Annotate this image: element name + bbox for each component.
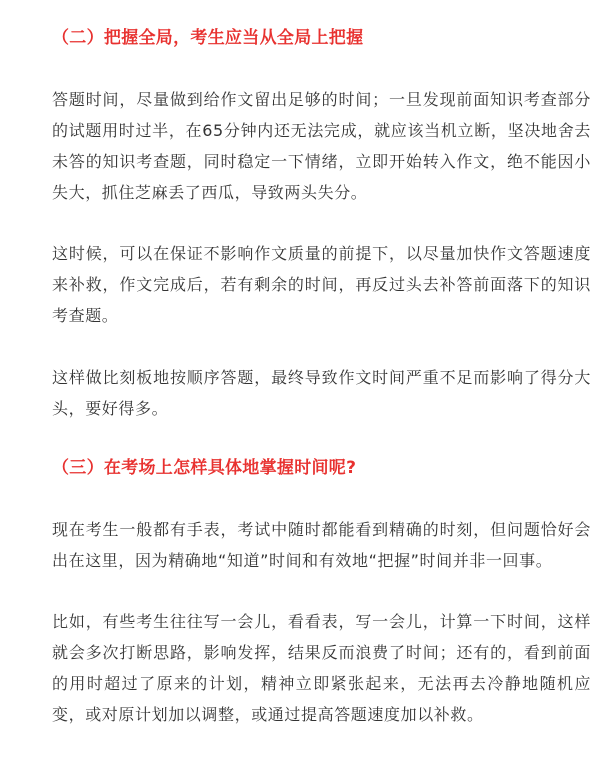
paragraph-comparison: 这样做比刻板地按顺序答题，最终导致作文时间严重不足而影响了得分大头，要好得多。 [52, 368, 591, 418]
section-heading-time-control: （三）在考场上怎样具体地掌握时间呢? [52, 458, 357, 478]
section-heading-grasp-overall: （二）把握全局，考生应当从全局上把握 [52, 28, 364, 48]
paragraph-remedy: 这时候，可以在保证不影响作文质量的前提下，以尽量加快作文答题速度来补救，作文完成后，若有剩余的时间，再反过头去补答前面落下的知识考查题。 [52, 244, 591, 325]
paragraph-example: 比如，有些考生往往写一会儿，看看表，写一会儿，计算一下时间，这样就会多次打断思路，影响发挥，结果反而浪费了时间；还有的，看到前面的用时超过了原来的计划，精神立即紧张起来，无法再去冷静地随机应变，或对原计划加以调整，或通过提高答题速度加以补救。 [52, 612, 591, 724]
paragraph-watch: 现在考生一般都有手表，考试中随时都能看到精确的时刻，但问题恰好会出在这里，因为精确地“知道”时间和有效地“把握”时间并非一回事。 [52, 520, 591, 570]
paragraph-time-allocation: 答题时间，尽量做到给作文留出足够的时间；一旦发现前面知识考查部分的试题用时过半，在65分钟内还无法完成，就应该当机立断，坚决地舍去未答的知识考查题，同时稳定一下情绪，立即开始转入作文，绝不能因小失大，抓住芝麻丢了西瓜，导致两头失分。 [52, 90, 591, 202]
